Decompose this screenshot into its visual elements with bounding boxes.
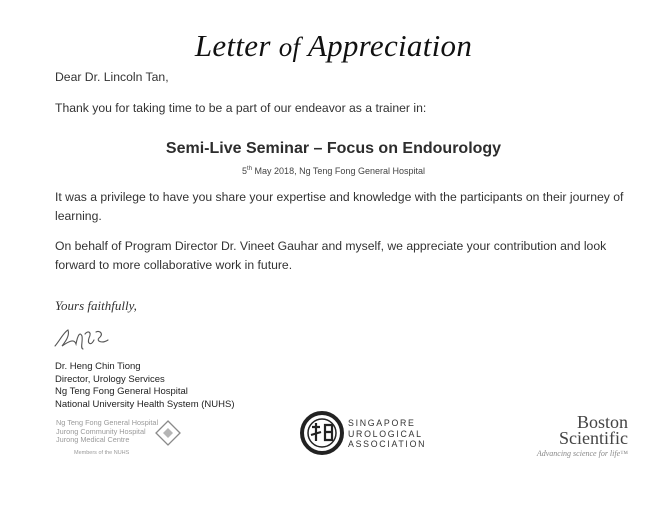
salutation: Dear Dr. Lincoln Tan, xyxy=(55,70,169,84)
nuhs-hospital-list xyxy=(56,419,158,445)
signature-block xyxy=(55,361,235,411)
sua-emblem-icon xyxy=(299,410,345,456)
thanks-paragraph: Thank you for taking time to be a part of our endeavor as a trainer in: xyxy=(55,101,427,115)
nuhs-hospitals-logo xyxy=(56,419,196,459)
bs-line-2: Scientific xyxy=(559,428,628,448)
seminar-details xyxy=(0,166,667,176)
signatory-system: National University Health System (NUHS) xyxy=(55,398,235,410)
nuhs-line-3: Jurong Medical Centre xyxy=(56,435,130,445)
boston-scientific-logo xyxy=(508,414,628,458)
closing: Yours faithfully, xyxy=(55,298,137,313)
signatory-hospital: Ng Teng Fong General Hospital xyxy=(55,386,188,398)
signatory-name: Dr. Heng Chin Tiong xyxy=(55,361,141,372)
nuhs-diamond-icon xyxy=(154,419,182,447)
privilege-paragraph: It was a privilege to have you share your expertise and knowledge with the participants on their journey of learning. xyxy=(55,190,624,223)
nuhs-line-2: Jurong Community Hospital xyxy=(56,426,146,436)
sua-wordmark xyxy=(348,418,426,450)
sua-line-3: ASSOCIATION xyxy=(348,439,427,449)
sua-line-2: UROLOGICAL xyxy=(348,428,423,439)
signature-image xyxy=(52,322,114,352)
behalf-paragraph: On behalf of Program Director Dr. Vineet Gauhar and myself, we appreciate your contribution and look forward to more collaborative work in future. xyxy=(55,239,607,272)
bs-tagline: Advancing science for life™ xyxy=(536,449,628,458)
title-part2: Appreciation xyxy=(300,28,473,63)
signatory-title: Director, Urology Services xyxy=(55,373,165,385)
sua-line-1: SINGAPORE xyxy=(348,418,416,428)
title-part1: Letter xyxy=(194,28,279,63)
seminar-day: 5 xyxy=(242,166,248,176)
seminar-day-suffix: th xyxy=(247,166,253,172)
nuhs-line-1: Ng Teng Fong General Hospital xyxy=(56,418,159,427)
title-of: of xyxy=(278,32,301,62)
seminar-details-text: May 2018, Ng Teng Fong General Hospital xyxy=(252,166,425,176)
seminar-title: Semi-Live Seminar – Focus on Endourology xyxy=(165,140,502,157)
bs-line-1: Boston xyxy=(576,412,628,432)
letter-title xyxy=(0,28,667,64)
nuhs-member-note: Members of the NUHS xyxy=(74,450,130,456)
